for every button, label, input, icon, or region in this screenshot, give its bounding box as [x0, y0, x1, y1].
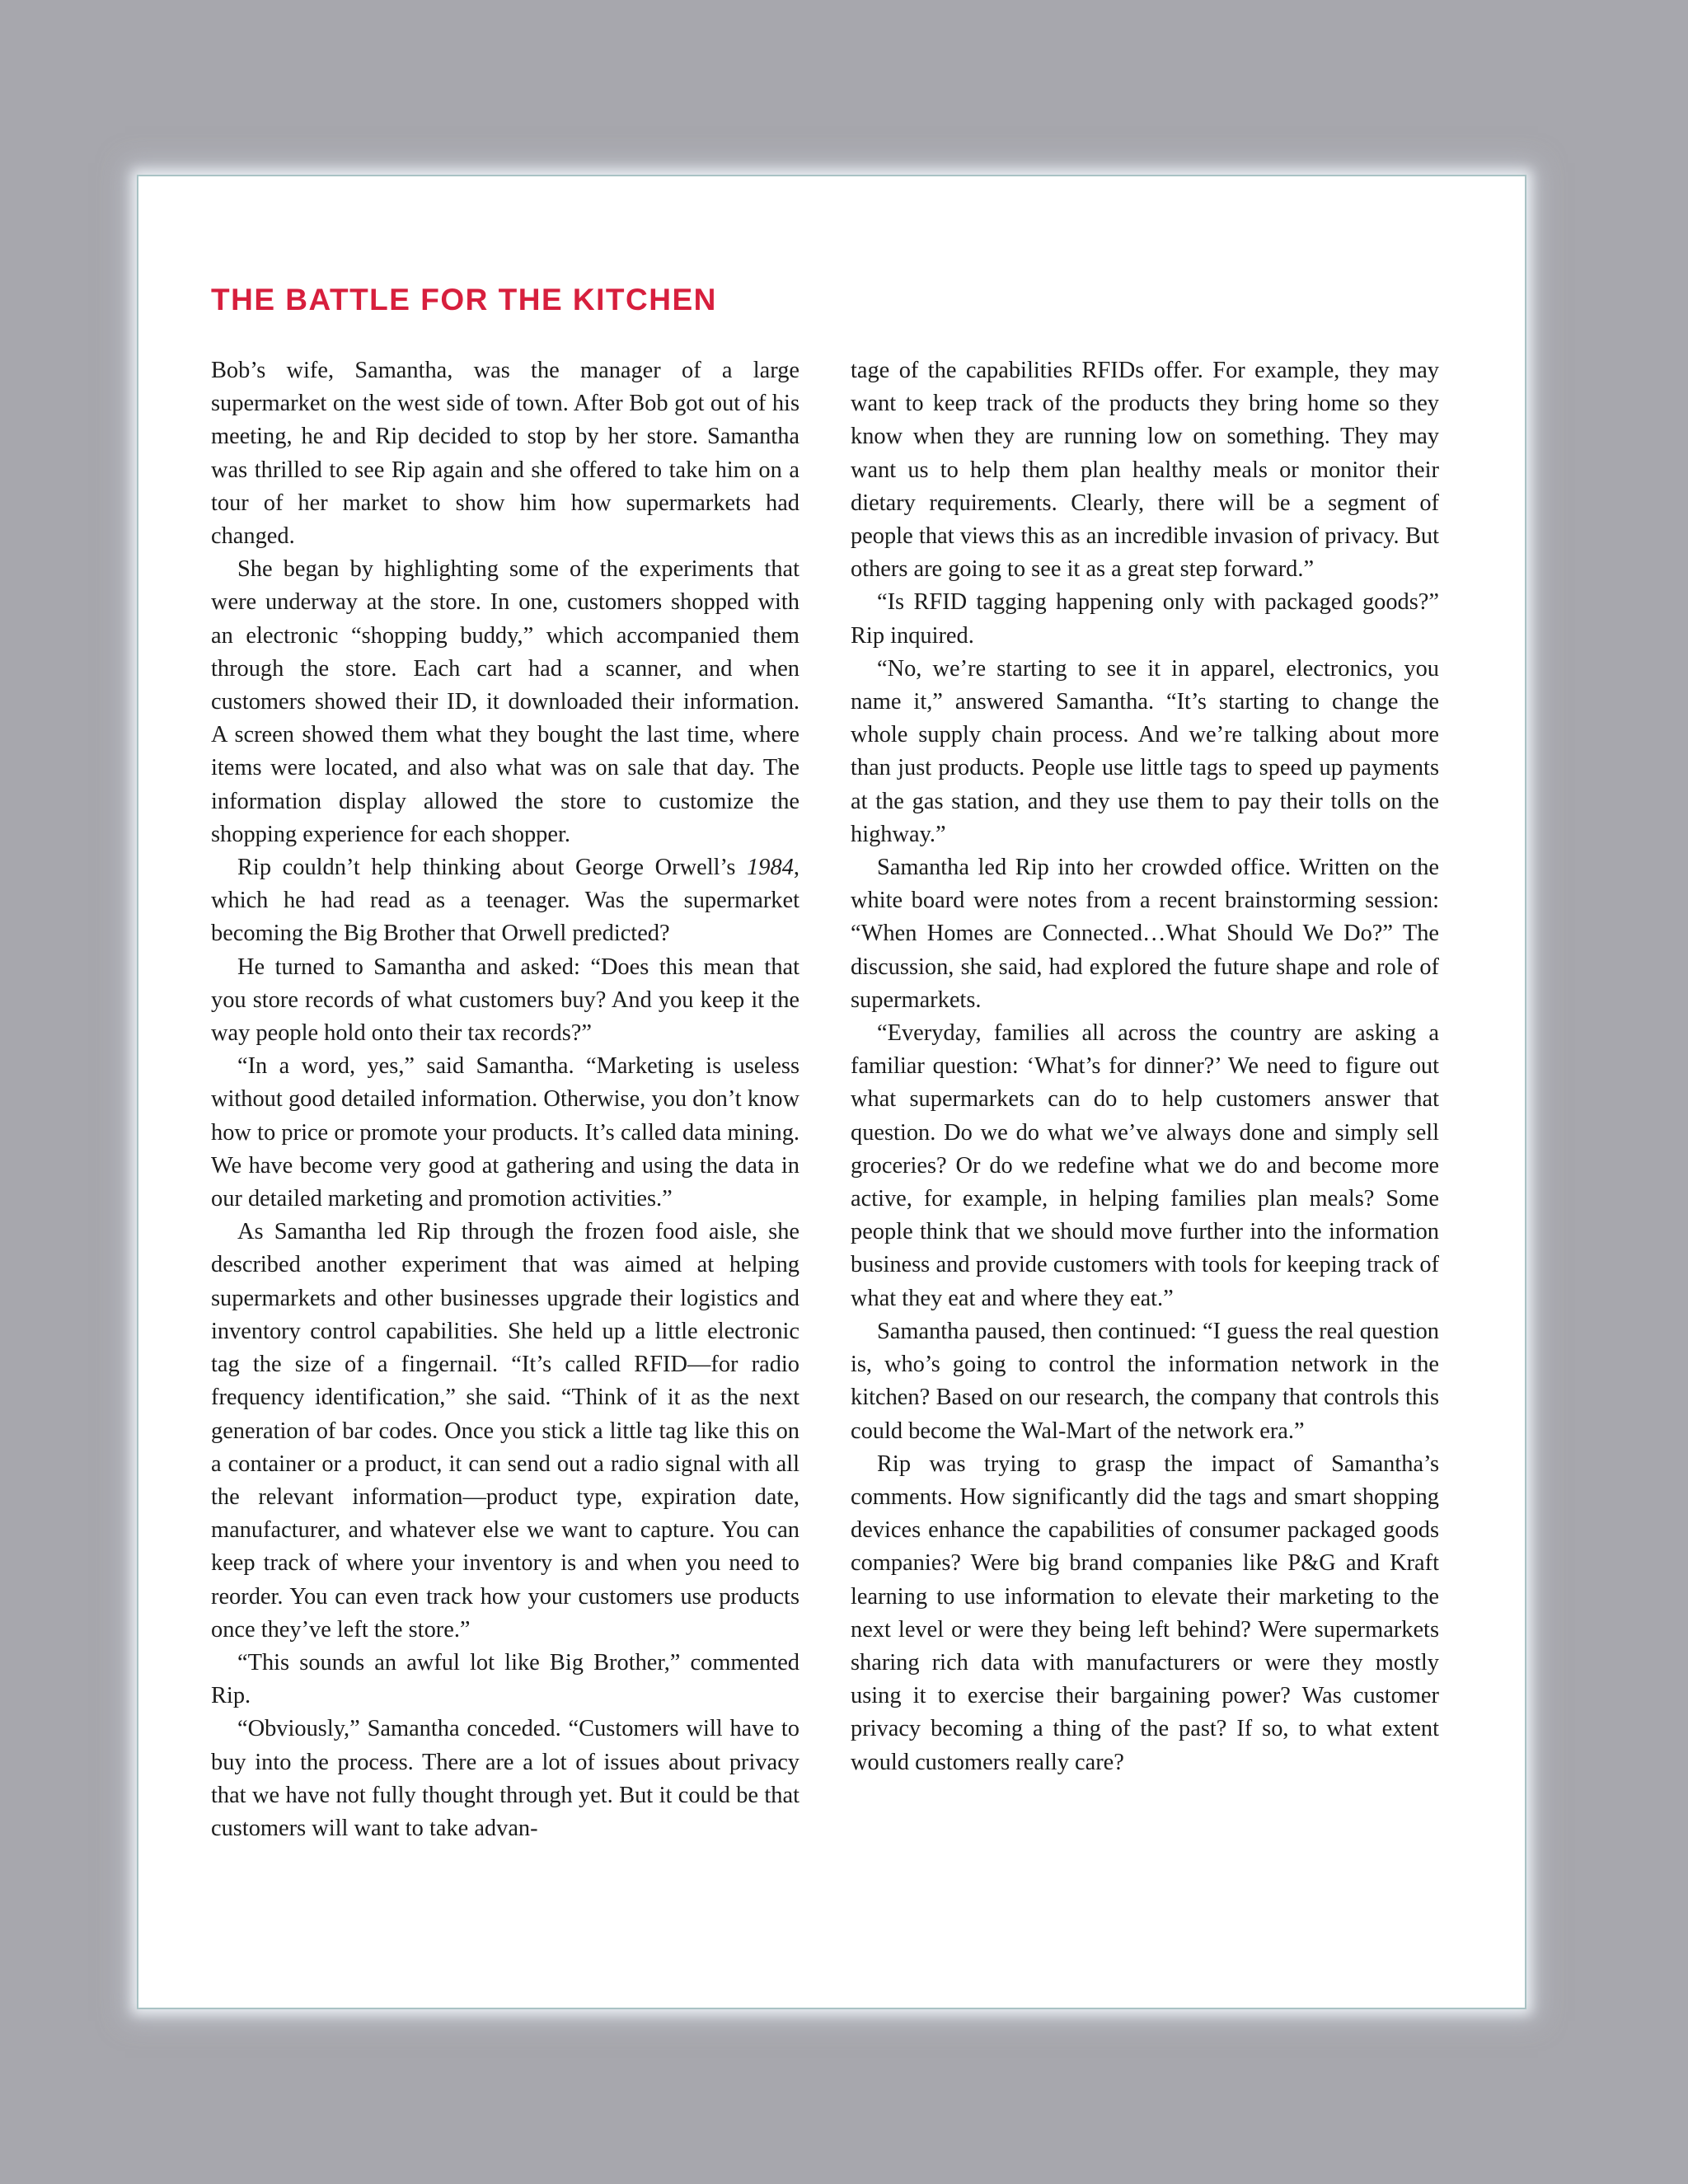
paragraph: “No, we’re starting to see it in apparel, electronics, you name it,” answered Samantha. “It’s starting to change the whole supply chain process. And we’re talking about more than just products. People use little tags to speed up payments at the gas station, and they use them to pay their tolls on the highway.”	[851, 655, 1439, 847]
paragraph: He turned to Samantha and asked: “Does this mean that you store records of what customers buy? And you keep it the way people hold onto their tax records?”	[211, 954, 799, 1047]
paragraph: “Is RFID tagging happening only with packaged goods?” Rip inquired.	[851, 589, 1439, 649]
paragraph: tage of the capabilities RFIDs offer. For example, they may want to keep track of the products they bring home so they know when they are running low on something. They may want us to help them plan healthy meals or monitor their dietary requirements. Clearly, there will be a segment of people that views this as an incredible invasion of privacy. But others are going to see it as a great step forward.”	[851, 358, 1439, 583]
section-heading: THE BATTLE FOR THE KITCHEN	[211, 283, 717, 316]
paragraph: Bob’s wife, Samantha, was the manager of a large supermarket on the west side of town. After Bob got out of his meeting, he and Rip decided to stop by her store. Samantha was thrilled to see Rip again and she offered to take him on a tour of her market to show him how supermarkets had changed.	[211, 358, 799, 550]
paragraph: “Obviously,” Samantha conceded. “Customers will have to buy into the process. There are a lot of issues about privacy that we have not fully thought through yet. But it could be that customers will want to take advan-	[211, 1716, 799, 1841]
paragraph-text: Rip couldn’t help thinking about George Orwell’s	[237, 855, 748, 881]
paragraph: “In a word, yes,” said Samantha. “Marketing is useless without good detailed information. Otherwise, you don’t know how to price or promote your products. It’s called data mining. We have become very good at gathering and using the data in our detailed marketing and promotion activities.”	[211, 1053, 799, 1212]
paragraph: She began by highlighting some of the experiments that were underway at the store. In one, customers shopped with an electronic “shopping buddy,” which accompanied them through the store. Each cart had a scanner, and when customers showed their ID, it downloaded their information. A screen showed them what they bought the last time, where items were located, and also what was on sale that day. The information display allowed the store to customize the shopping experience for each shopper.	[211, 556, 799, 847]
left-text-column	[211, 354, 799, 1845]
paragraph: “Everyday, families all across the country are asking a familiar question: ‘What’s for dinner?’ We need to figure out what supermarkets can do to help customers answer that question. Do we do what we’ve always done and simply sell groceries? Or do we redefine what we do and become more active, for example, in helping families plan meals? Some people think that we should move further into the information business and provide customers with tools for keeping track of what they eat and where they eat.”	[851, 1020, 1439, 1311]
paragraph-text: , which he had read as a teenager. Was the supermarket becoming the Big Brother that Orwell predicted?	[211, 855, 799, 947]
paragraph: Rip was trying to grasp the impact of Samantha’s comments. How significantly did the tags and smart shopping devices enhance the capabilities of consumer packaged goods companies? Were big brand companies like P&G and Kraft learning to use information to elevate their marketing to the next level or were they being left behind? Were supermarkets sharing rich data with manufacturers or were they mostly using it to exercise their bargaining power? Was customer privacy becoming a thing of the past? If so, to what extent would customers really care?	[851, 1451, 1439, 1775]
book-title-1984: 1984	[747, 855, 794, 881]
paragraph: Samantha led Rip into her crowded office. Written on the white board were notes from a recent brainstorming session: “When Homes are Connected…What Should We Do?” The discussion, she said, had explored the future shape and role of supermarkets.	[851, 855, 1439, 1013]
book-page	[137, 175, 1526, 2009]
right-text-column	[851, 354, 1439, 1779]
paragraph: As Samantha led Rip through the frozen food aisle, she described another experiment that was aimed at helping supermarkets and other businesses upgrade their logistics and inventory control capabilities. She held up a little electronic tag the size of a fingernail. “It’s called RFID—for radio frequency identification,” she said. “Think of it as the next generation of bar codes. Once you stick a little tag like this on a container or a product, it can send out a radio signal with all the relevant information—product type, expiration date, manufacturer, and whatever else we want to capture. You can keep track of where your inventory is and when you need to reorder. You can even track how your customers use products once they’ve left the store.”	[211, 1219, 799, 1643]
paragraph	[211, 851, 799, 951]
paragraph: “This sounds an awful lot like Big Brother,” commented Rip.	[211, 1649, 799, 1709]
paragraph: Samantha paused, then continued: “I guess the real question is, who’s going to control the information network in the kitchen? Based on our research, the company that controls this could become the Wal-Mart of the network era.”	[851, 1318, 1439, 1444]
